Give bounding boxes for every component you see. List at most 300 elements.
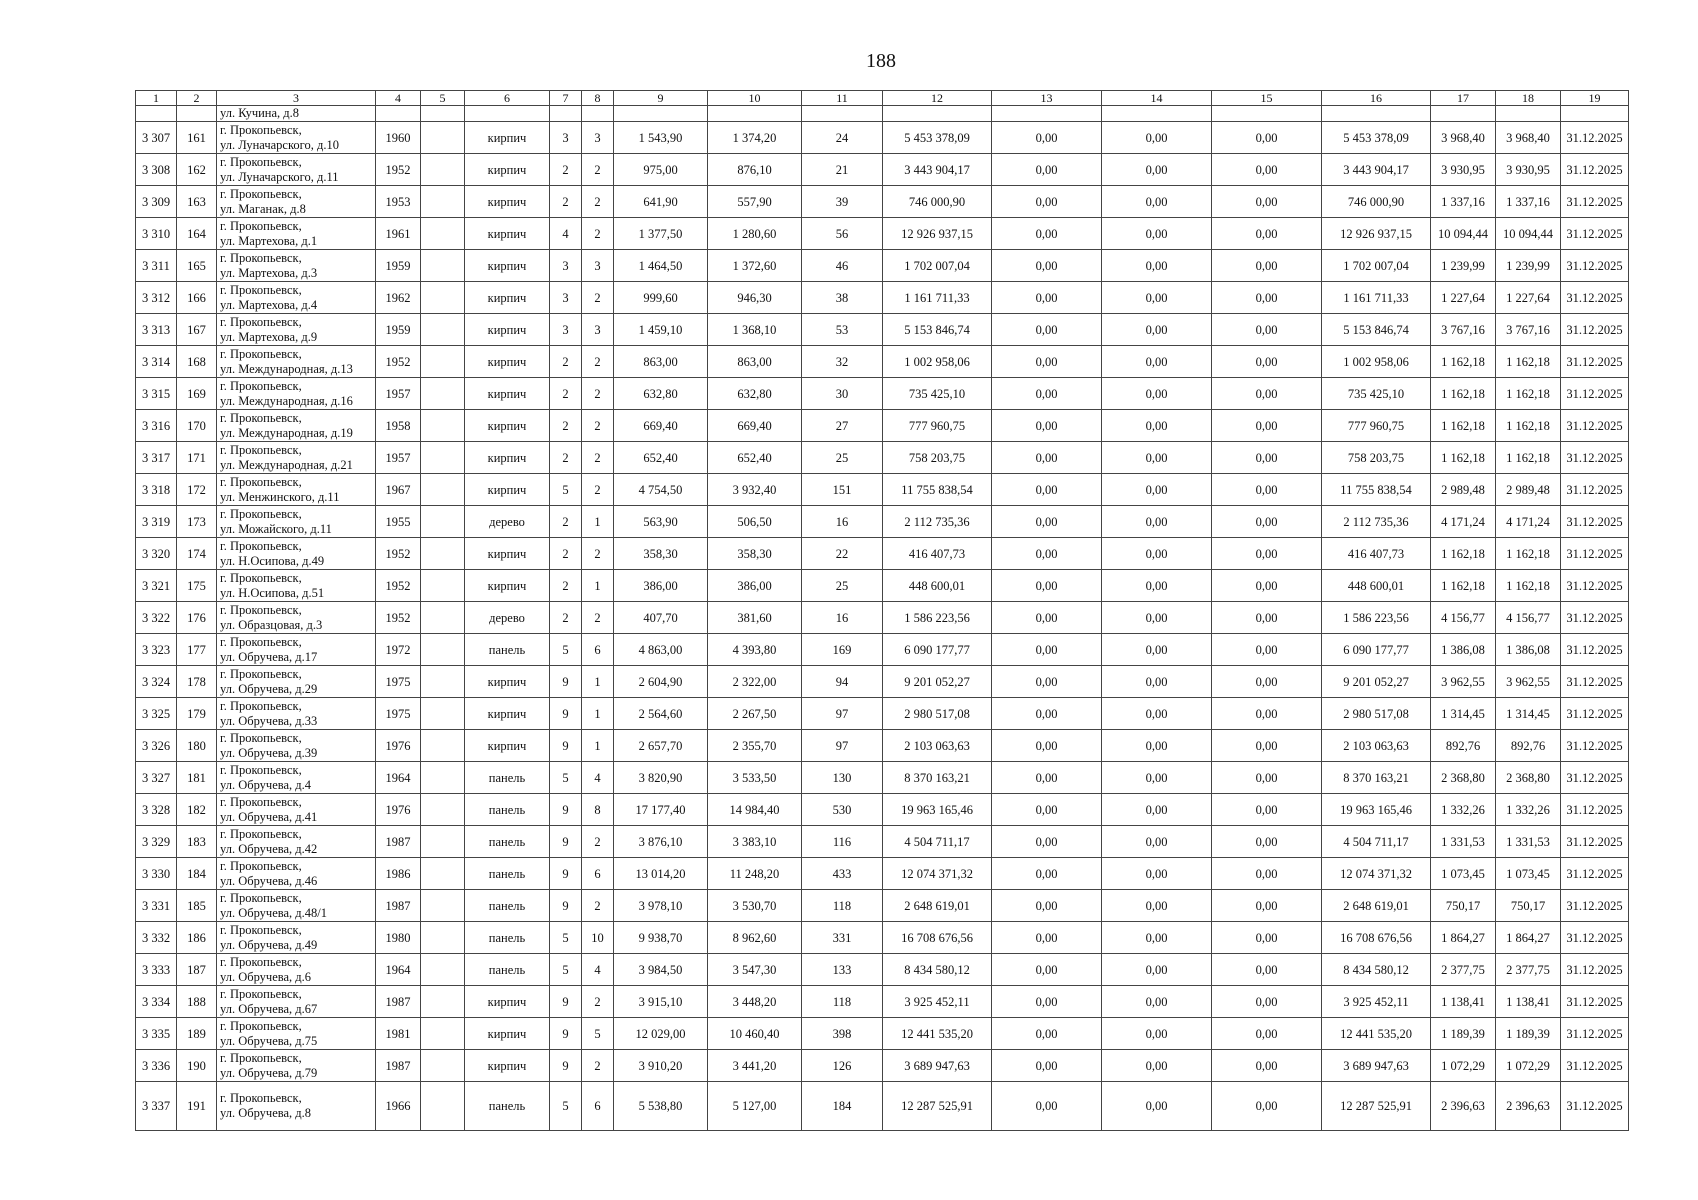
- cell-c16: 6 090 177,77: [1322, 634, 1431, 666]
- cell-date: 31.12.2025: [1561, 890, 1629, 922]
- cell-floors: 9: [550, 1050, 582, 1082]
- cell-area_living: 4 393,80: [708, 634, 802, 666]
- cell-area_total: 863,00: [614, 346, 708, 378]
- table-row: [136, 986, 1629, 1018]
- cell-cost: 8 370 163,21: [883, 762, 992, 794]
- cell-n: 173: [177, 506, 217, 538]
- cell-c15: 0,00: [1212, 634, 1322, 666]
- cell-date: 31.12.2025: [1561, 730, 1629, 762]
- cell-area_total: 1 464,50: [614, 250, 708, 282]
- cell-id: 3 310: [136, 218, 177, 250]
- cell-area_living: 669,40: [708, 410, 802, 442]
- cell-date: 31.12.2025: [1561, 154, 1629, 186]
- cell-entrances: 6: [582, 1082, 614, 1131]
- cell-id: 3 335: [136, 1018, 177, 1050]
- cell-area_living: 2 322,00: [708, 666, 802, 698]
- empty-cell: [421, 538, 465, 570]
- cell-entrances: 2: [582, 826, 614, 858]
- cell-floors: 2: [550, 538, 582, 570]
- cell-c15: 0,00: [1212, 506, 1322, 538]
- address-cell: [217, 666, 376, 698]
- address-city: г. Прокопьевск,: [220, 762, 302, 777]
- cell-cost: 416 407,73: [883, 538, 992, 570]
- empty-cell: [421, 890, 465, 922]
- address-street: ул. Обручева, д.39: [220, 745, 318, 760]
- cell-c13: 0,00: [992, 986, 1102, 1018]
- table-row: [136, 890, 1629, 922]
- address-city: г. Прокопьевск,: [220, 730, 302, 745]
- cell-c15: 0,00: [1212, 282, 1322, 314]
- address-street: ул. Маганак, д.8: [220, 201, 306, 216]
- cell-c17: 3 930,95: [1431, 154, 1496, 186]
- cell-floors: 5: [550, 1082, 582, 1131]
- cell-c16: 19 963 165,46: [1322, 794, 1431, 826]
- cell-c17: 892,76: [1431, 730, 1496, 762]
- cell-residents: 118: [802, 986, 883, 1018]
- cell-c13: 0,00: [992, 154, 1102, 186]
- cell-residents: 398: [802, 1018, 883, 1050]
- cell-c13: 0,00: [992, 378, 1102, 410]
- cell-entrances: 5: [582, 1018, 614, 1050]
- cell-entrances: 3: [582, 314, 614, 346]
- cell-area_living: 506,50: [708, 506, 802, 538]
- cell-n: 174: [177, 538, 217, 570]
- cell-entrances: 4: [582, 762, 614, 794]
- cell-area_living: 3 547,30: [708, 954, 802, 986]
- cell-date: 31.12.2025: [1561, 314, 1629, 346]
- address-city: г. Прокопьевск,: [220, 378, 302, 393]
- cell-material: кирпич: [465, 986, 550, 1018]
- cell-area_total: 2 564,60: [614, 698, 708, 730]
- cell-cost: 12 074 371,32: [883, 858, 992, 890]
- table-row: [136, 602, 1629, 634]
- cell-area_living: 2 355,70: [708, 730, 802, 762]
- cell-area_total: 358,30: [614, 538, 708, 570]
- cell-c15: 0,00: [1212, 378, 1322, 410]
- address-street: ул. Луначарского, д.11: [220, 169, 339, 184]
- address-cell: [217, 378, 376, 410]
- address-cell: [217, 1018, 376, 1050]
- cell-year: 1952: [376, 154, 421, 186]
- cell-id: 3 320: [136, 538, 177, 570]
- cell-c14: 0,00: [1102, 666, 1212, 698]
- cell-c17: 2 396,63: [1431, 1082, 1496, 1131]
- cell-c18: 3 930,95: [1496, 154, 1561, 186]
- empty-cell: [421, 666, 465, 698]
- empty-cell: [421, 826, 465, 858]
- cell-c15: 0,00: [1212, 858, 1322, 890]
- table-row: [136, 538, 1629, 570]
- cell-id: 3 324: [136, 666, 177, 698]
- cell-floors: 2: [550, 410, 582, 442]
- cell-c13: 0,00: [992, 794, 1102, 826]
- cell-entrances: 8: [582, 794, 614, 826]
- cell-c14: 0,00: [1102, 410, 1212, 442]
- cell-n: 180: [177, 730, 217, 762]
- address-cell: [217, 314, 376, 346]
- cell-c14: 0,00: [1102, 538, 1212, 570]
- empty-cell: [421, 922, 465, 954]
- address-cell: [217, 826, 376, 858]
- table-row: [136, 1018, 1629, 1050]
- cell-id: 3 307: [136, 122, 177, 154]
- cell-area_living: 3 932,40: [708, 474, 802, 506]
- cell-entrances: 2: [582, 186, 614, 218]
- cell-year: 1961: [376, 218, 421, 250]
- column-number-1: 1: [136, 91, 177, 106]
- cell-floors: 5: [550, 634, 582, 666]
- empty-cell: [421, 154, 465, 186]
- column-number-row: [136, 91, 1629, 106]
- address-street: ул. Международная, д.21: [220, 457, 353, 472]
- cell-id: 3 325: [136, 698, 177, 730]
- cell-c14: 0,00: [1102, 602, 1212, 634]
- cell-c13: 0,00: [992, 506, 1102, 538]
- address-city: г. Прокопьевск,: [220, 666, 302, 681]
- cell-c16: 1 002 958,06: [1322, 346, 1431, 378]
- cell-n: 163: [177, 186, 217, 218]
- continuation-row: [136, 106, 1629, 122]
- cell-c14: 0,00: [1102, 186, 1212, 218]
- cell-n: 176: [177, 602, 217, 634]
- cell-cost: 448 600,01: [883, 570, 992, 602]
- cell-floors: 2: [550, 346, 582, 378]
- address-city: г. Прокопьевск,: [220, 442, 302, 457]
- cell-floors: 5: [550, 922, 582, 954]
- cell-id: 3 318: [136, 474, 177, 506]
- cell-cost: 758 203,75: [883, 442, 992, 474]
- empty-cell: [421, 282, 465, 314]
- address-city: г. Прокопьевск,: [220, 1091, 302, 1105]
- cell-c17: 1 864,27: [1431, 922, 1496, 954]
- address-cell: [217, 986, 376, 1018]
- cell-year: 1958: [376, 410, 421, 442]
- cell-area_total: 13 014,20: [614, 858, 708, 890]
- cell-date: 31.12.2025: [1561, 378, 1629, 410]
- cell-c13: 0,00: [992, 1018, 1102, 1050]
- cell-year: 1955: [376, 506, 421, 538]
- cell-area_living: 1 280,60: [708, 218, 802, 250]
- address-cell: [217, 250, 376, 282]
- column-number-8: 8: [582, 91, 614, 106]
- cell-material: кирпич: [465, 186, 550, 218]
- cell-floors: 2: [550, 506, 582, 538]
- cell-c17: 2 368,80: [1431, 762, 1496, 794]
- cell-c14: 0,00: [1102, 474, 1212, 506]
- cell-c16: 9 201 052,27: [1322, 666, 1431, 698]
- cell-c18: 1 162,18: [1496, 346, 1561, 378]
- cell-n: 161: [177, 122, 217, 154]
- cell-entrances: 1: [582, 698, 614, 730]
- cell-c15: 0,00: [1212, 826, 1322, 858]
- cell-floors: 3: [550, 250, 582, 282]
- cell-id: 3 323: [136, 634, 177, 666]
- cell-year: 1976: [376, 794, 421, 826]
- cell-c16: 5 453 378,09: [1322, 122, 1431, 154]
- cell-residents: 27: [802, 410, 883, 442]
- cell-id: 3 328: [136, 794, 177, 826]
- cell-c14: 0,00: [1102, 154, 1212, 186]
- cell-c18: 1 073,45: [1496, 858, 1561, 890]
- table-row: [136, 186, 1629, 218]
- cell-c15: 0,00: [1212, 730, 1322, 762]
- cell-c18: 2 377,75: [1496, 954, 1561, 986]
- cell-area_total: 3 984,50: [614, 954, 708, 986]
- cell-c17: 4 171,24: [1431, 506, 1496, 538]
- cell-n: 181: [177, 762, 217, 794]
- cell-id: 3 327: [136, 762, 177, 794]
- cell-c16: 12 074 371,32: [1322, 858, 1431, 890]
- empty-cell: [421, 410, 465, 442]
- cell-n: 175: [177, 570, 217, 602]
- table-row: [136, 410, 1629, 442]
- cell-cost: 2 980 517,08: [883, 698, 992, 730]
- address-city: г. Прокопьевск,: [220, 602, 302, 617]
- cell-id: 3 311: [136, 250, 177, 282]
- cell-material: кирпич: [465, 346, 550, 378]
- address-street: ул. Международная, д.19: [220, 425, 353, 440]
- column-number-13: 13: [992, 91, 1102, 106]
- cell-c15: 0,00: [1212, 1018, 1322, 1050]
- empty-cell: [421, 698, 465, 730]
- cell-c17: 1 162,18: [1431, 378, 1496, 410]
- address-city: г. Прокопьевск,: [220, 186, 302, 201]
- address-street: ул. Менжинского, д.11: [220, 489, 340, 504]
- cell-c18: 1 162,18: [1496, 538, 1561, 570]
- cell-material: кирпич: [465, 154, 550, 186]
- cell-entrances: 2: [582, 538, 614, 570]
- cell-cost: 735 425,10: [883, 378, 992, 410]
- cell-c18: 3 767,16: [1496, 314, 1561, 346]
- cell-c16: 735 425,10: [1322, 378, 1431, 410]
- table-row: [136, 666, 1629, 698]
- cell-c18: 892,76: [1496, 730, 1561, 762]
- cell-area_living: 3 441,20: [708, 1050, 802, 1082]
- cell-c15: 0,00: [1212, 538, 1322, 570]
- cell-area_total: 3 820,90: [614, 762, 708, 794]
- cell-area_total: 652,40: [614, 442, 708, 474]
- empty-cell: [421, 122, 465, 154]
- cell-year: 1964: [376, 954, 421, 986]
- cell-cost: 1 161 711,33: [883, 282, 992, 314]
- cell-area_total: 1 459,10: [614, 314, 708, 346]
- address-street: ул. Можайского, д.11: [220, 521, 332, 536]
- table-row: [136, 442, 1629, 474]
- cell-residents: 97: [802, 730, 883, 762]
- cell-n: 182: [177, 794, 217, 826]
- cell-n: 184: [177, 858, 217, 890]
- cell-area_total: 407,70: [614, 602, 708, 634]
- cell-floors: 4: [550, 218, 582, 250]
- cell-c16: 2 103 063,63: [1322, 730, 1431, 762]
- cell-area_total: 3 978,10: [614, 890, 708, 922]
- address-street: ул. Обручева, д.79: [220, 1065, 318, 1080]
- empty-cell: [421, 570, 465, 602]
- cell-c17: 1 162,18: [1431, 410, 1496, 442]
- address-cell: [217, 570, 376, 602]
- cell-year: 1972: [376, 634, 421, 666]
- address-street: ул. Обручева, д.8: [220, 1106, 312, 1120]
- cell-c18: 1 239,99: [1496, 250, 1561, 282]
- address-city: г. Прокопьевск,: [220, 698, 302, 713]
- cell-cost: 12 926 937,15: [883, 218, 992, 250]
- cell-c14: 0,00: [1102, 794, 1212, 826]
- cell-year: 1959: [376, 250, 421, 282]
- cell-c15: 0,00: [1212, 442, 1322, 474]
- cell-c18: 1 072,29: [1496, 1050, 1561, 1082]
- cell-c16: 416 407,73: [1322, 538, 1431, 570]
- cell-area_living: 863,00: [708, 346, 802, 378]
- cell-c16: 8 370 163,21: [1322, 762, 1431, 794]
- cell-c18: 1 314,45: [1496, 698, 1561, 730]
- cell-year: 1962: [376, 282, 421, 314]
- cell-material: панель: [465, 826, 550, 858]
- cell-c18: 1 227,64: [1496, 282, 1561, 314]
- empty-cell: [421, 986, 465, 1018]
- cell-c13: 0,00: [992, 954, 1102, 986]
- address-cell: [217, 602, 376, 634]
- cell-date: 31.12.2025: [1561, 250, 1629, 282]
- cell-n: 170: [177, 410, 217, 442]
- cell-n: 168: [177, 346, 217, 378]
- cell-id: 3 333: [136, 954, 177, 986]
- cell-c16: 1 161 711,33: [1322, 282, 1431, 314]
- cell-entrances: 3: [582, 250, 614, 282]
- cell-material: панель: [465, 634, 550, 666]
- cell-c16: 2 980 517,08: [1322, 698, 1431, 730]
- cell-year: 1957: [376, 378, 421, 410]
- cell-c16: 12 441 535,20: [1322, 1018, 1431, 1050]
- address-cell: [217, 154, 376, 186]
- address-cell: [217, 282, 376, 314]
- table-body: [136, 91, 1629, 1131]
- cell-c18: 1 332,26: [1496, 794, 1561, 826]
- cell-cost: 16 708 676,56: [883, 922, 992, 954]
- address-city: г. Прокопьевск,: [220, 410, 302, 425]
- cell-date: 31.12.2025: [1561, 666, 1629, 698]
- cell-material: кирпич: [465, 378, 550, 410]
- column-number-2: 2: [177, 91, 217, 106]
- table-row: [136, 346, 1629, 378]
- cell-c17: 1 337,16: [1431, 186, 1496, 218]
- cell-area_living: 652,40: [708, 442, 802, 474]
- cell-residents: 116: [802, 826, 883, 858]
- cell-cost: 3 925 452,11: [883, 986, 992, 1018]
- address-cell: [217, 698, 376, 730]
- address-cell: [217, 634, 376, 666]
- column-number-9: 9: [614, 91, 708, 106]
- cell-id: 3 337: [136, 1082, 177, 1131]
- address-street: ул. Обручева, д.4: [220, 777, 312, 792]
- cell-year: 1975: [376, 698, 421, 730]
- cell-c14: 0,00: [1102, 346, 1212, 378]
- cell-c13: 0,00: [992, 666, 1102, 698]
- column-number-16: 16: [1322, 91, 1431, 106]
- cell-area_total: 1 377,50: [614, 218, 708, 250]
- cell-c18: 1 864,27: [1496, 922, 1561, 954]
- address-cell: [217, 890, 376, 922]
- cell-cost: 12 441 535,20: [883, 1018, 992, 1050]
- cell-area_living: 3 383,10: [708, 826, 802, 858]
- cell-n: 162: [177, 154, 217, 186]
- cell-c13: 0,00: [992, 602, 1102, 634]
- cell-area_total: 975,00: [614, 154, 708, 186]
- cell-material: кирпич: [465, 218, 550, 250]
- cell-material: кирпич: [465, 250, 550, 282]
- cell-id: 3 321: [136, 570, 177, 602]
- cell-residents: 39: [802, 186, 883, 218]
- cell-area_total: 641,90: [614, 186, 708, 218]
- cell-c14: 0,00: [1102, 762, 1212, 794]
- empty-cell: [421, 474, 465, 506]
- cell-material: кирпич: [465, 538, 550, 570]
- address-cell: [217, 474, 376, 506]
- cell-c14: 0,00: [1102, 1082, 1212, 1131]
- cell-material: кирпич: [465, 474, 550, 506]
- empty-cell: [421, 1082, 465, 1131]
- cell-c15: 0,00: [1212, 1050, 1322, 1082]
- cell-c17: 1 162,18: [1431, 538, 1496, 570]
- cell-c18: 1 162,18: [1496, 378, 1561, 410]
- continuation-address: ул. Кучина, д.8: [217, 106, 376, 122]
- cell-c16: 1 586 223,56: [1322, 602, 1431, 634]
- cell-c16: 448 600,01: [1322, 570, 1431, 602]
- cell-n: 166: [177, 282, 217, 314]
- cell-n: 171: [177, 442, 217, 474]
- cell-c18: 1 337,16: [1496, 186, 1561, 218]
- cell-floors: 2: [550, 570, 582, 602]
- cell-cost: 2 112 735,36: [883, 506, 992, 538]
- cell-c14: 0,00: [1102, 570, 1212, 602]
- cell-c17: 1 227,64: [1431, 282, 1496, 314]
- cell-c15: 0,00: [1212, 186, 1322, 218]
- cell-c15: 0,00: [1212, 570, 1322, 602]
- cell-n: 190: [177, 1050, 217, 1082]
- cell-year: 1952: [376, 602, 421, 634]
- address-street: ул. Мартехова, д.9: [220, 329, 318, 344]
- empty-cell: [421, 1050, 465, 1082]
- cell-year: 1987: [376, 1050, 421, 1082]
- empty-cell: [421, 602, 465, 634]
- cell-area_living: 2 267,50: [708, 698, 802, 730]
- cell-entrances: 2: [582, 410, 614, 442]
- table-row: [136, 794, 1629, 826]
- table-row: [136, 218, 1629, 250]
- cell-date: 31.12.2025: [1561, 442, 1629, 474]
- address-cell: [217, 186, 376, 218]
- cell-c18: 2 368,80: [1496, 762, 1561, 794]
- cell-date: 31.12.2025: [1561, 794, 1629, 826]
- table-row: [136, 922, 1629, 954]
- cell-entrances: 2: [582, 890, 614, 922]
- cell-year: 1987: [376, 986, 421, 1018]
- cell-c15: 0,00: [1212, 250, 1322, 282]
- cell-cost: 5 453 378,09: [883, 122, 992, 154]
- cell-residents: 126: [802, 1050, 883, 1082]
- cell-year: 1987: [376, 826, 421, 858]
- cell-area_total: 12 029,00: [614, 1018, 708, 1050]
- cell-floors: 2: [550, 378, 582, 410]
- cell-c13: 0,00: [992, 250, 1102, 282]
- housing-registry-table: [135, 90, 1629, 1131]
- column-number-18: 18: [1496, 91, 1561, 106]
- cell-c17: 750,17: [1431, 890, 1496, 922]
- cell-residents: 53: [802, 314, 883, 346]
- cell-id: 3 331: [136, 890, 177, 922]
- address-cell: [217, 922, 376, 954]
- address-city: г. Прокопьевск,: [220, 890, 302, 905]
- address-street: ул. Обручева, д.33: [220, 713, 318, 728]
